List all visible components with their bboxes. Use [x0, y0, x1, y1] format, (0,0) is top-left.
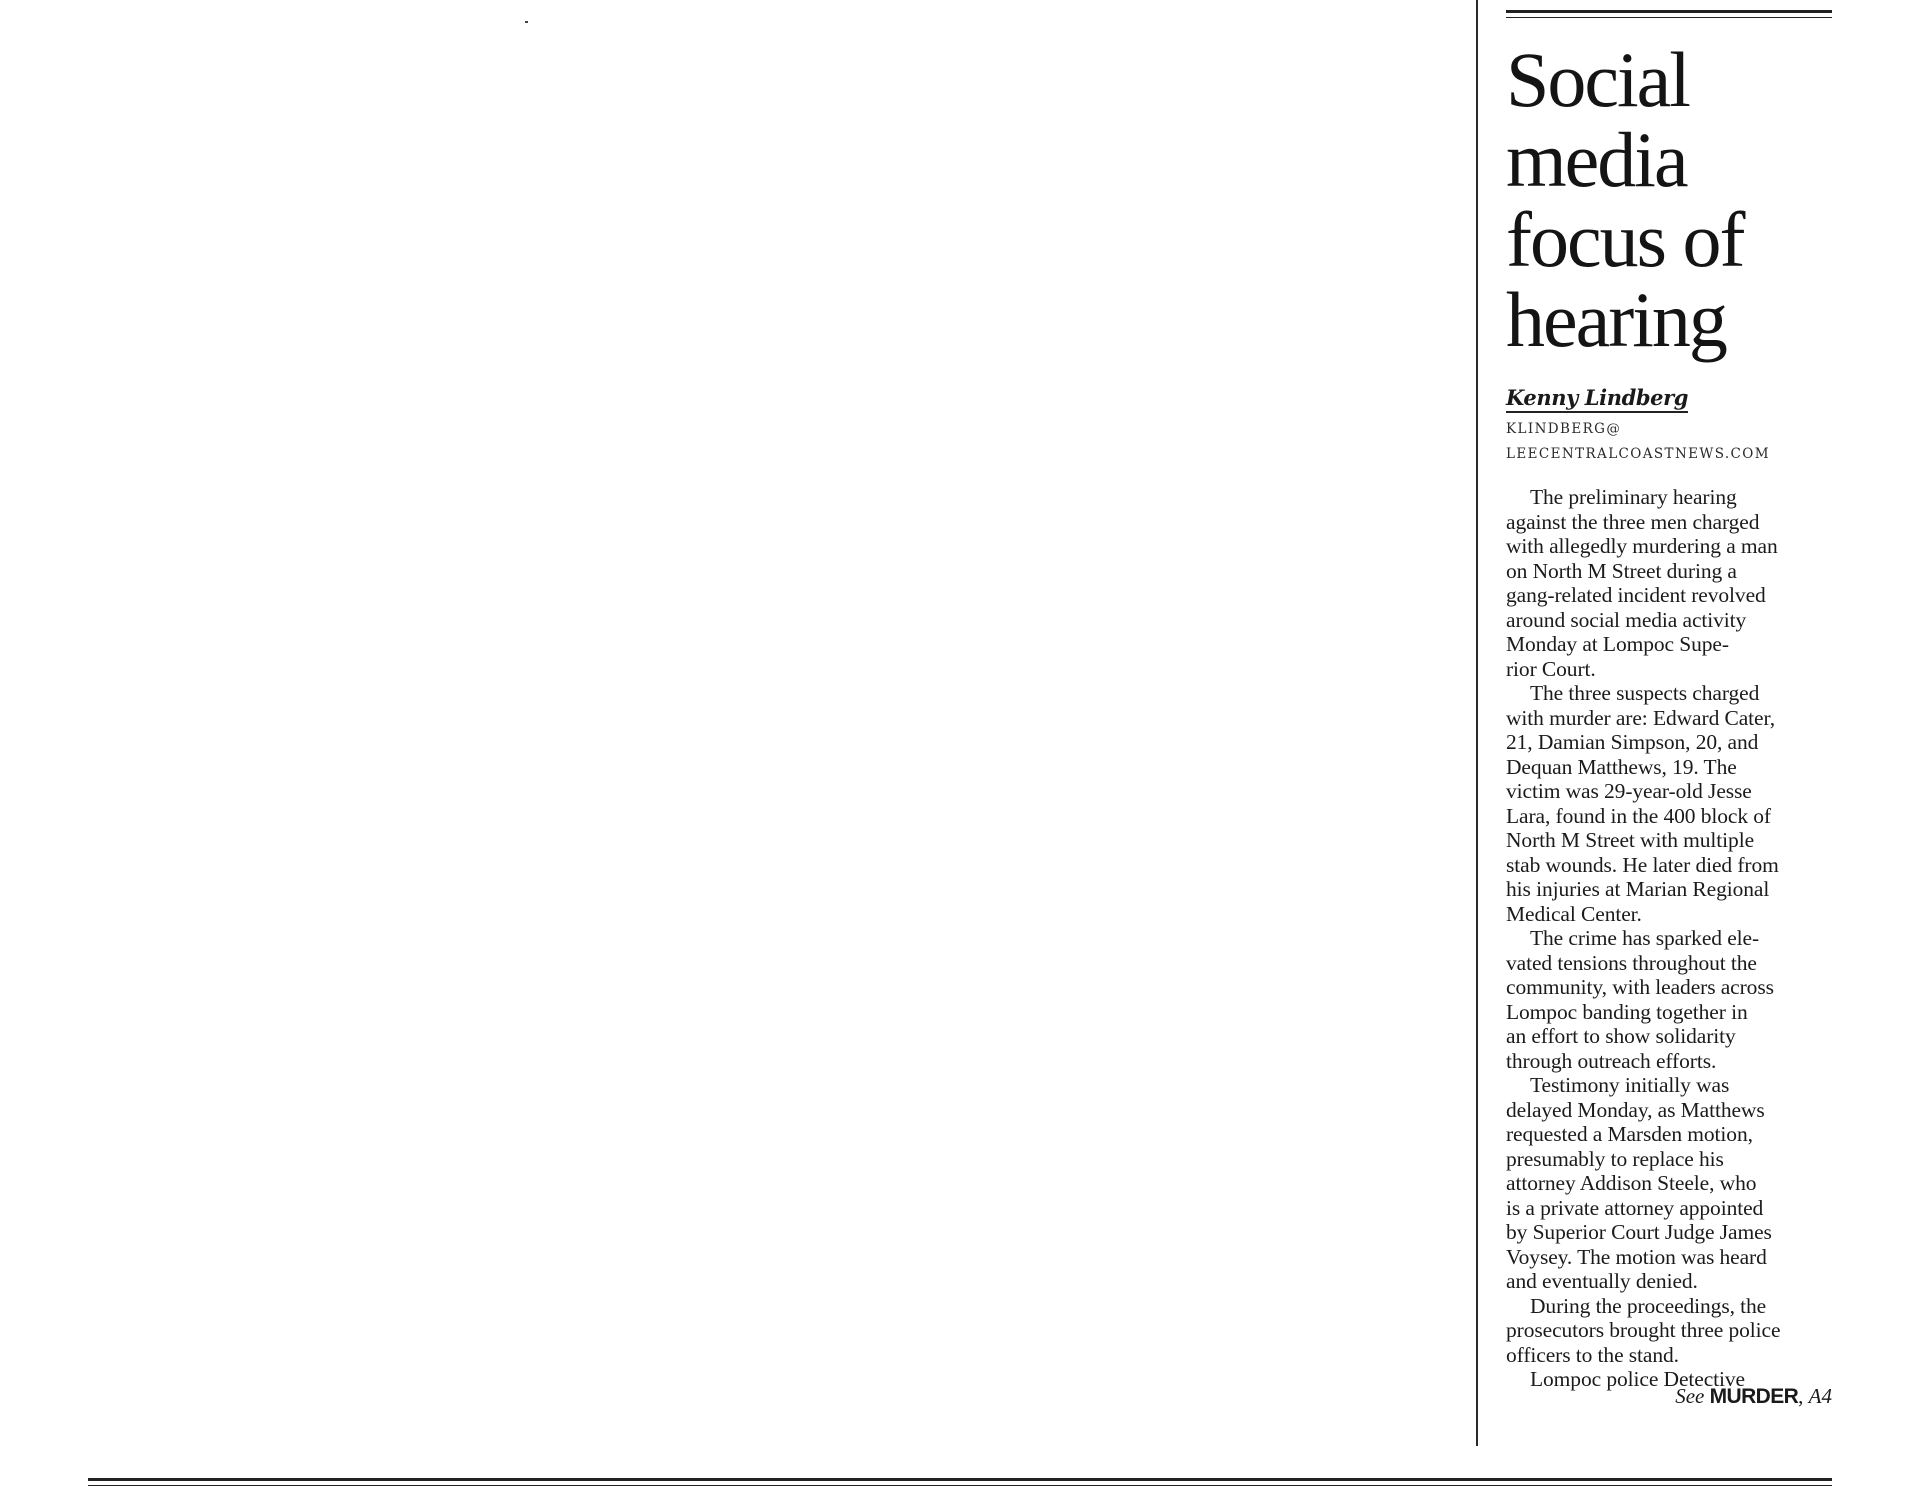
article-body	[1506, 485, 1834, 1392]
print-speck	[525, 21, 528, 23]
author-email-line: KLINDBERG@	[1506, 421, 1622, 437]
body-paragraph: Lompoc police Detective	[1530, 1367, 1745, 1391]
body-paragraph: During the proceedings, the prosecutors brought three police officers to the stand.	[1506, 1293, 1781, 1367]
headline-line: focus of	[1506, 196, 1744, 283]
body-paragraph: The crime has sparked ele- vated tensions throughout the community, with leaders across Lompoc banding together in an effort to show solidarity through outreach efforts.	[1506, 926, 1774, 1073]
author-email-line: LEECENTRALCOASTNEWS.COM	[1506, 446, 1770, 462]
bottom-double-rule	[88, 1478, 1832, 1488]
headline	[1506, 36, 1834, 363]
headline-line: media	[1506, 116, 1687, 203]
jump-line	[1675, 1384, 1832, 1409]
jump-page: A4	[1808, 1384, 1832, 1408]
body-paragraph: The three suspects charged with murder are: Edward Cater, 21, Damian Simpson, 20, and Dequan Matthews, 19. The victim was 29-year-old Jesse Lara, found in the 400 block of North M Street with multiple stab wounds. He later died from his injuries at Marian Regional Medical Center.	[1506, 681, 1779, 926]
headline-line: hearing	[1506, 276, 1726, 363]
headline-line: Social	[1506, 36, 1689, 123]
jump-separator: ,	[1798, 1384, 1804, 1408]
body-paragraph: Testimony initially was delayed Monday, as Matthews requested a Marsden motion, presumably to replace his attorney Addison Steele, who is a private attorney appointed by Superior Court Judge James Voysey. The motion was heard and eventually denied.	[1506, 1073, 1772, 1293]
column-divider	[1476, 0, 1478, 1446]
jump-section: MURDER	[1709, 1385, 1799, 1408]
top-double-rule	[1506, 10, 1832, 20]
body-paragraph: The preliminary hearing against the three men charged with allegedly murdering a man on North M Street during a gang-related incident revolved around social media activity Monday at Lompoc Supe- rior Court.	[1506, 485, 1778, 681]
author-email	[1506, 417, 1834, 467]
jump-see: See	[1675, 1384, 1705, 1408]
article	[1506, 36, 1834, 1392]
byline-author: Kenny Lindberg	[1506, 386, 1688, 413]
